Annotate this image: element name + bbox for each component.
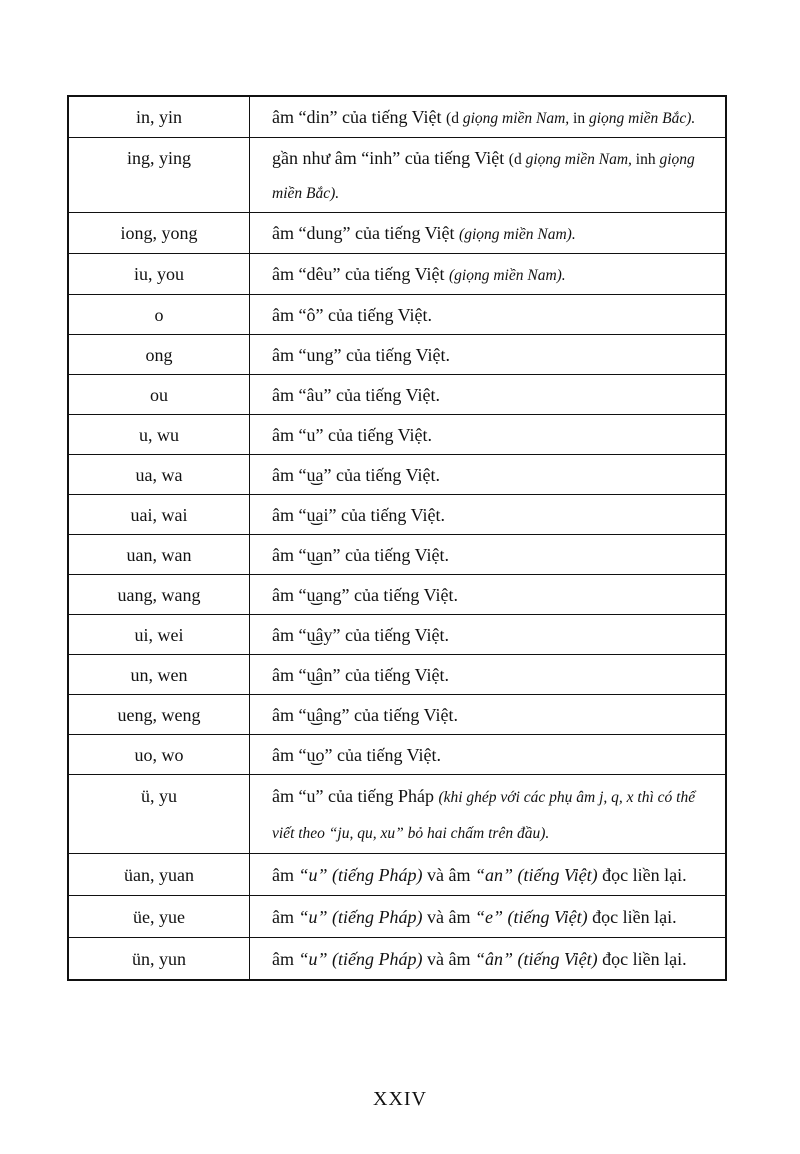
description-cell xyxy=(250,615,727,655)
description-cell xyxy=(250,138,727,213)
description-text: “ân” (tiếng Việt) xyxy=(474,949,598,969)
pinyin-cell: ün, yun xyxy=(68,938,250,981)
table-row xyxy=(68,335,726,375)
table-row xyxy=(68,615,726,655)
page-number: XXIV xyxy=(373,1088,427,1110)
pinyin-cell: uan, wan xyxy=(68,535,250,575)
description-text: (giọng miền Nam). xyxy=(449,267,566,284)
table-row xyxy=(68,735,726,775)
pinyin-cell: ueng, weng xyxy=(68,695,250,735)
description-text: gần như âm “inh” của tiếng Việt xyxy=(272,148,509,168)
pinyin-cell: ui, wei xyxy=(68,615,250,655)
description-text: âm xyxy=(272,949,299,969)
description-text: âm xyxy=(272,907,299,927)
table-row xyxy=(68,138,726,213)
description-text: và âm xyxy=(422,865,475,885)
description-text: giọng miền Bắc). xyxy=(272,151,695,202)
description-text: giọng miền Nam, xyxy=(525,151,636,168)
description-text: âm xyxy=(272,865,299,885)
description-text: ( xyxy=(446,110,452,127)
table-row xyxy=(68,854,726,896)
description-text: giọng miền Bắc). xyxy=(588,110,696,127)
description-cell xyxy=(250,896,727,938)
pinyin-cell: u, wu xyxy=(68,415,250,455)
description-text: âm “u͜ai” của tiếng Việt. xyxy=(272,505,446,525)
description-text: âm “u͜ây” của tiếng Việt. xyxy=(272,625,450,645)
description-text: âm “âu” của tiếng Việt. xyxy=(272,385,441,405)
pinyin-cell: üe, yue xyxy=(68,896,250,938)
table-row xyxy=(68,495,726,535)
pinyin-cell: o xyxy=(68,295,250,335)
description-text: “u” (tiếng Pháp) xyxy=(298,865,423,885)
description-cell xyxy=(250,335,727,375)
description-text: (d xyxy=(508,151,526,168)
description-text: (khi ghép với các phụ âm j, q, x thì có thể viết theo “ju, qu, xu” bỏ hai chấm trên đầu). xyxy=(272,789,696,842)
description-text: “an” (tiếng Việt) xyxy=(474,865,598,885)
table-row xyxy=(68,535,726,575)
pinyin-cell: uai, wai xyxy=(68,495,250,535)
pinyin-cell: ua, wa xyxy=(68,455,250,495)
table-row xyxy=(68,213,726,254)
description-cell xyxy=(250,213,727,254)
pinyin-cell: ong xyxy=(68,335,250,375)
description-text: in xyxy=(573,110,589,127)
description-text: âm “u͜an” của tiếng Việt. xyxy=(272,545,450,565)
description-text: “u” (tiếng Pháp) xyxy=(298,949,423,969)
pinyin-cell: ing, ying xyxy=(68,138,250,213)
description-text: đọc liền lại. xyxy=(597,949,687,969)
description-cell xyxy=(250,575,727,615)
pinyin-cell: üan, yuan xyxy=(68,854,250,896)
description-text: âm “ung” của tiếng Việt. xyxy=(272,345,451,365)
table-row xyxy=(68,96,726,138)
pinyin-cell: iu, you xyxy=(68,254,250,295)
description-text: âm “u” của tiếng Việt. xyxy=(272,425,433,445)
description-cell xyxy=(250,735,727,775)
pinyin-cell: uang, wang xyxy=(68,575,250,615)
description-text: đọc liền lại. xyxy=(587,907,677,927)
pinyin-cell: ü, yu xyxy=(68,775,250,854)
description-cell xyxy=(250,415,727,455)
table-row xyxy=(68,655,726,695)
description-text: âm “u͜a” của tiếng Việt. xyxy=(272,465,441,485)
table-row xyxy=(68,938,726,981)
table-row xyxy=(68,295,726,335)
description-text: âm “din” của tiếng Việt xyxy=(272,107,447,127)
description-cell xyxy=(250,775,727,854)
description-text: “u” (tiếng Pháp) xyxy=(298,907,423,927)
description-cell xyxy=(250,495,727,535)
description-text: âm “u͜o” của tiếng Việt. xyxy=(272,745,442,765)
description-cell xyxy=(250,96,727,138)
pinyin-cell: ou xyxy=(68,375,250,415)
description-text: âm “u” của tiếng Pháp xyxy=(272,786,439,806)
pinyin-cell: iong, yong xyxy=(68,213,250,254)
table-row xyxy=(68,415,726,455)
description-text: âm “u͜âng” của tiếng Việt. xyxy=(272,705,459,725)
table-row xyxy=(68,254,726,295)
table-row xyxy=(68,695,726,735)
pinyin-cell: uo, wo xyxy=(68,735,250,775)
description-cell xyxy=(250,938,727,981)
description-text: d xyxy=(451,110,463,127)
description-text: âm “u͜ang” của tiếng Việt. xyxy=(272,585,459,605)
pinyin-cell: un, wen xyxy=(68,655,250,695)
description-text: âm “dung” của tiếng Việt xyxy=(272,223,460,243)
description-cell xyxy=(250,295,727,335)
description-text: inh xyxy=(635,151,660,168)
description-text: và âm xyxy=(422,907,475,927)
table-row xyxy=(68,455,726,495)
table-row xyxy=(68,375,726,415)
description-cell xyxy=(250,695,727,735)
description-cell xyxy=(250,254,727,295)
description-text: âm “ô” của tiếng Việt. xyxy=(272,305,433,325)
description-text: âm “u͜ân” của tiếng Việt. xyxy=(272,665,450,685)
description-cell xyxy=(250,854,727,896)
table-row xyxy=(68,775,726,854)
table-row xyxy=(68,896,726,938)
description-text: giọng miền Nam, xyxy=(462,110,574,127)
description-text: đọc liền lại. xyxy=(597,865,687,885)
description-cell xyxy=(250,455,727,495)
table-row xyxy=(68,575,726,615)
description-cell xyxy=(250,535,727,575)
description-text: âm “dêu” của tiếng Việt xyxy=(272,264,450,284)
description-text: “e” (tiếng Việt) xyxy=(474,907,588,927)
pinyin-cell: in, yin xyxy=(68,96,250,138)
pronunciation-table xyxy=(67,95,727,981)
pronunciation-table-body xyxy=(68,96,726,980)
description-text: và âm xyxy=(422,949,475,969)
description-cell xyxy=(250,655,727,695)
description-text: (giọng miền Nam). xyxy=(459,226,576,243)
description-cell xyxy=(250,375,727,415)
